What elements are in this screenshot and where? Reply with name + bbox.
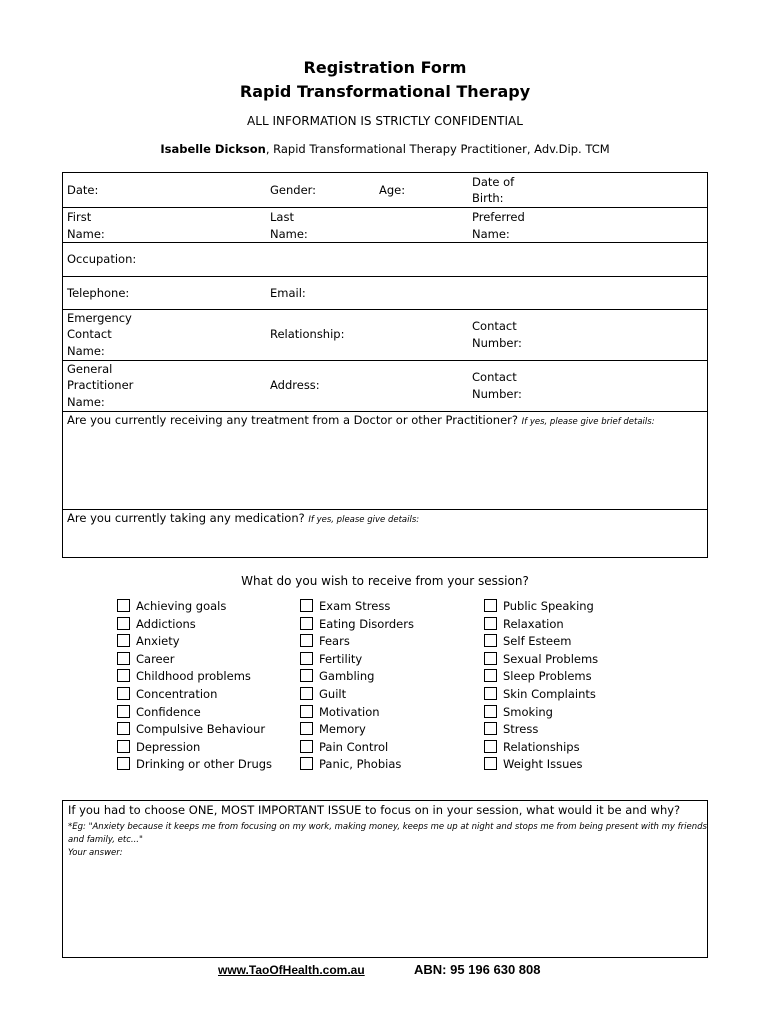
- row-contact: [63, 276, 707, 309]
- important-issue-box: [62, 800, 708, 958]
- checkbox[interactable]: [300, 722, 313, 735]
- checkbox-label: Sexual Problems: [503, 651, 599, 666]
- checkbox-option: [300, 668, 414, 686]
- row-occupation: [63, 242, 707, 276]
- checkbox[interactable]: [117, 757, 130, 770]
- treatment-hint: If yes, please give brief details:: [521, 417, 655, 427]
- checkbox-label: Drinking or other Drugs: [136, 757, 273, 772]
- checkbox-label: Addictions: [136, 616, 196, 631]
- checkbox[interactable]: [484, 599, 497, 612]
- checkbox-option: [484, 686, 598, 704]
- checkbox-option: [484, 721, 598, 739]
- checkbox-label: Memory: [319, 722, 366, 737]
- checkbox-label: Sleep Problems: [503, 669, 592, 684]
- row-date: [63, 173, 707, 207]
- checkbox-option: [117, 668, 272, 686]
- checkbox[interactable]: [484, 687, 497, 700]
- checkbox-label: Skin Complaints: [503, 686, 596, 701]
- date-label: Date:: [67, 183, 99, 197]
- checkbox-option: [484, 756, 598, 774]
- confidential-notice: ALL INFORMATION IS STRICTLY CONFIDENTIAL: [247, 114, 523, 128]
- gender-label: Gender:: [270, 183, 317, 197]
- checkbox-column-2: [300, 598, 414, 774]
- abn-number: ABN: 95 196 630 808: [414, 962, 541, 977]
- checkbox-label: Eating Disorders: [319, 616, 414, 631]
- checkbox-option: [117, 598, 272, 616]
- checkbox-label: Fears: [319, 634, 350, 649]
- checkbox[interactable]: [484, 652, 497, 665]
- checkbox-column-3: [484, 598, 598, 774]
- form-title: Registration Form: [303, 58, 467, 77]
- gp-label-3: Name:: [67, 395, 105, 409]
- gp-label-2: Practitioner: [67, 378, 134, 392]
- checkbox[interactable]: [300, 634, 313, 647]
- email-label: Email:: [270, 286, 306, 300]
- checkbox[interactable]: [484, 740, 497, 753]
- first-name-label-1: First: [67, 210, 92, 224]
- checkbox-label: Gambling: [319, 669, 375, 684]
- checkbox[interactable]: [117, 634, 130, 647]
- checkbox-option: [484, 633, 598, 651]
- checkbox-label: Concentration: [136, 686, 218, 701]
- checkbox-column-1: [117, 598, 272, 774]
- checkbox-option: [300, 633, 414, 651]
- checkbox[interactable]: [117, 652, 130, 665]
- personal-details-table: [62, 172, 708, 558]
- last-name-label-2: Name:: [270, 227, 308, 241]
- checkbox-label: Weight Issues: [503, 757, 583, 772]
- checkbox[interactable]: [484, 722, 497, 735]
- checkbox-option: [300, 651, 414, 669]
- medication-question-text: Are you currently taking any medication?: [67, 511, 305, 525]
- contact-number-label-1: Contact: [472, 319, 517, 333]
- practitioner-credentials: , Rapid Transformational Therapy Practitioner, Adv.Dip. TCM: [265, 142, 610, 156]
- checkbox-option: [117, 651, 272, 669]
- checkbox[interactable]: [300, 740, 313, 753]
- checkbox-label: Anxiety: [136, 634, 180, 649]
- checkbox-option: [117, 721, 272, 739]
- checkbox[interactable]: [300, 687, 313, 700]
- checkbox[interactable]: [117, 687, 130, 700]
- medication-question: [67, 510, 419, 529]
- practitioner-name: Isabelle Dickson: [160, 142, 266, 156]
- checkbox-option: [300, 756, 414, 774]
- relationship-label: Relationship:: [270, 327, 345, 341]
- checkbox-option: [484, 668, 598, 686]
- checkbox[interactable]: [484, 634, 497, 647]
- checkbox[interactable]: [484, 705, 497, 718]
- checkbox-option: [484, 651, 598, 669]
- row-medication: [63, 509, 707, 557]
- checkbox[interactable]: [117, 669, 130, 682]
- first-name-label-2: Name:: [67, 227, 105, 241]
- checkbox[interactable]: [117, 722, 130, 735]
- checkbox[interactable]: [484, 669, 497, 682]
- checkbox[interactable]: [300, 757, 313, 770]
- dob-label-1: Date of: [472, 175, 515, 189]
- checkbox-label: Exam Stress: [319, 599, 391, 613]
- checkbox-label: Stress: [503, 722, 539, 737]
- medication-hint: If yes, please give details:: [308, 515, 420, 525]
- age-label: Age:: [379, 183, 406, 197]
- checkbox-option: [117, 633, 272, 651]
- checkbox-option: [484, 739, 598, 757]
- checkbox[interactable]: [117, 599, 130, 612]
- checkbox[interactable]: [484, 617, 497, 630]
- gp-label-1: General: [67, 362, 113, 376]
- issue-question: If you had to choose ONE, MOST IMPORTANT ISSUE to focus on in your session, what would it be and why?: [68, 803, 681, 817]
- checkbox[interactable]: [300, 669, 313, 682]
- checkbox[interactable]: [300, 652, 313, 665]
- checkbox-label: Relaxation: [503, 616, 564, 631]
- answer-label: Your answer:: [68, 848, 123, 858]
- checkbox[interactable]: [117, 705, 130, 718]
- checkbox-option: [484, 598, 598, 616]
- checkbox[interactable]: [300, 617, 313, 630]
- checkbox[interactable]: [117, 617, 130, 630]
- preferred-name-label-1: Preferred: [472, 210, 525, 224]
- checkbox-label: Motivation: [319, 704, 380, 719]
- checkbox-option: [300, 598, 414, 616]
- checkbox-label: Achieving goals: [136, 599, 227, 613]
- checkbox-label: Childhood problems: [136, 669, 251, 684]
- checkbox-option: [484, 704, 598, 722]
- emergency-label-2: Contact: [67, 327, 112, 341]
- checkbox[interactable]: [300, 599, 313, 612]
- checkbox-option: [117, 616, 272, 634]
- checkbox[interactable]: [484, 757, 497, 770]
- checkbox-label: Self Esteem: [503, 634, 572, 649]
- preferred-name-label-2: Name:: [472, 227, 510, 241]
- row-treatment: [63, 411, 707, 509]
- issue-example: *Eg: "Anxiety because it keeps me from focusing on my work, making money, keeps me up at night and stops me from being present with my friends and family, etc...": [68, 822, 707, 845]
- row-emergency: [63, 309, 707, 360]
- checkbox-label: Fertility: [319, 651, 363, 666]
- checkbox-label: Confidence: [136, 704, 201, 719]
- gp-contact-label-2: Number:: [472, 387, 522, 401]
- checkbox-option: [300, 686, 414, 704]
- form-subtitle: Rapid Transformational Therapy: [239, 82, 531, 101]
- checkbox[interactable]: [117, 740, 130, 753]
- website-link[interactable]: www.TaoOfHealth.com.au: [218, 963, 365, 977]
- row-gp: [63, 360, 707, 411]
- checkbox-option: [484, 616, 598, 634]
- emergency-label-3: Name:: [67, 344, 105, 358]
- last-name-label-1: Last: [270, 210, 294, 224]
- checkbox-label: Depression: [136, 739, 201, 754]
- checkbox-option: [300, 616, 414, 634]
- checkbox-option: [300, 739, 414, 757]
- checkbox-label: Compulsive Behaviour: [136, 722, 266, 737]
- checkbox-label: Smoking: [503, 704, 553, 719]
- treatment-question: [67, 412, 655, 431]
- row-names: [63, 207, 707, 242]
- checkbox-label: Public Speaking: [503, 599, 594, 613]
- session-question: What do you wish to receive from your session?: [241, 574, 529, 588]
- address-label: Address:: [270, 378, 320, 392]
- emergency-label-1: Emergency: [67, 311, 132, 325]
- gp-contact-label-1: Contact: [472, 370, 517, 384]
- checkbox-option: [300, 721, 414, 739]
- occupation-label: Occupation:: [67, 252, 137, 266]
- checkbox-label: Pain Control: [319, 739, 389, 754]
- checkbox-label: Relationships: [503, 739, 580, 754]
- checkbox-option: [117, 686, 272, 704]
- checkbox-label: Guilt: [319, 686, 347, 701]
- telephone-label: Telephone:: [67, 286, 130, 300]
- checkbox-option: [117, 756, 272, 774]
- checkbox-label: Career: [136, 651, 175, 666]
- checkbox-option: [117, 739, 272, 757]
- dob-label-2: Birth:: [472, 191, 504, 205]
- practitioner-line: [0, 142, 770, 156]
- treatment-question-text: Are you currently receiving any treatment from a Doctor or other Practitioner?: [67, 413, 518, 427]
- checkbox[interactable]: [300, 705, 313, 718]
- checkbox-option: [300, 704, 414, 722]
- checkbox-option: [117, 704, 272, 722]
- checkbox-label: Panic, Phobias: [319, 757, 402, 772]
- contact-number-label-2: Number:: [472, 336, 522, 350]
